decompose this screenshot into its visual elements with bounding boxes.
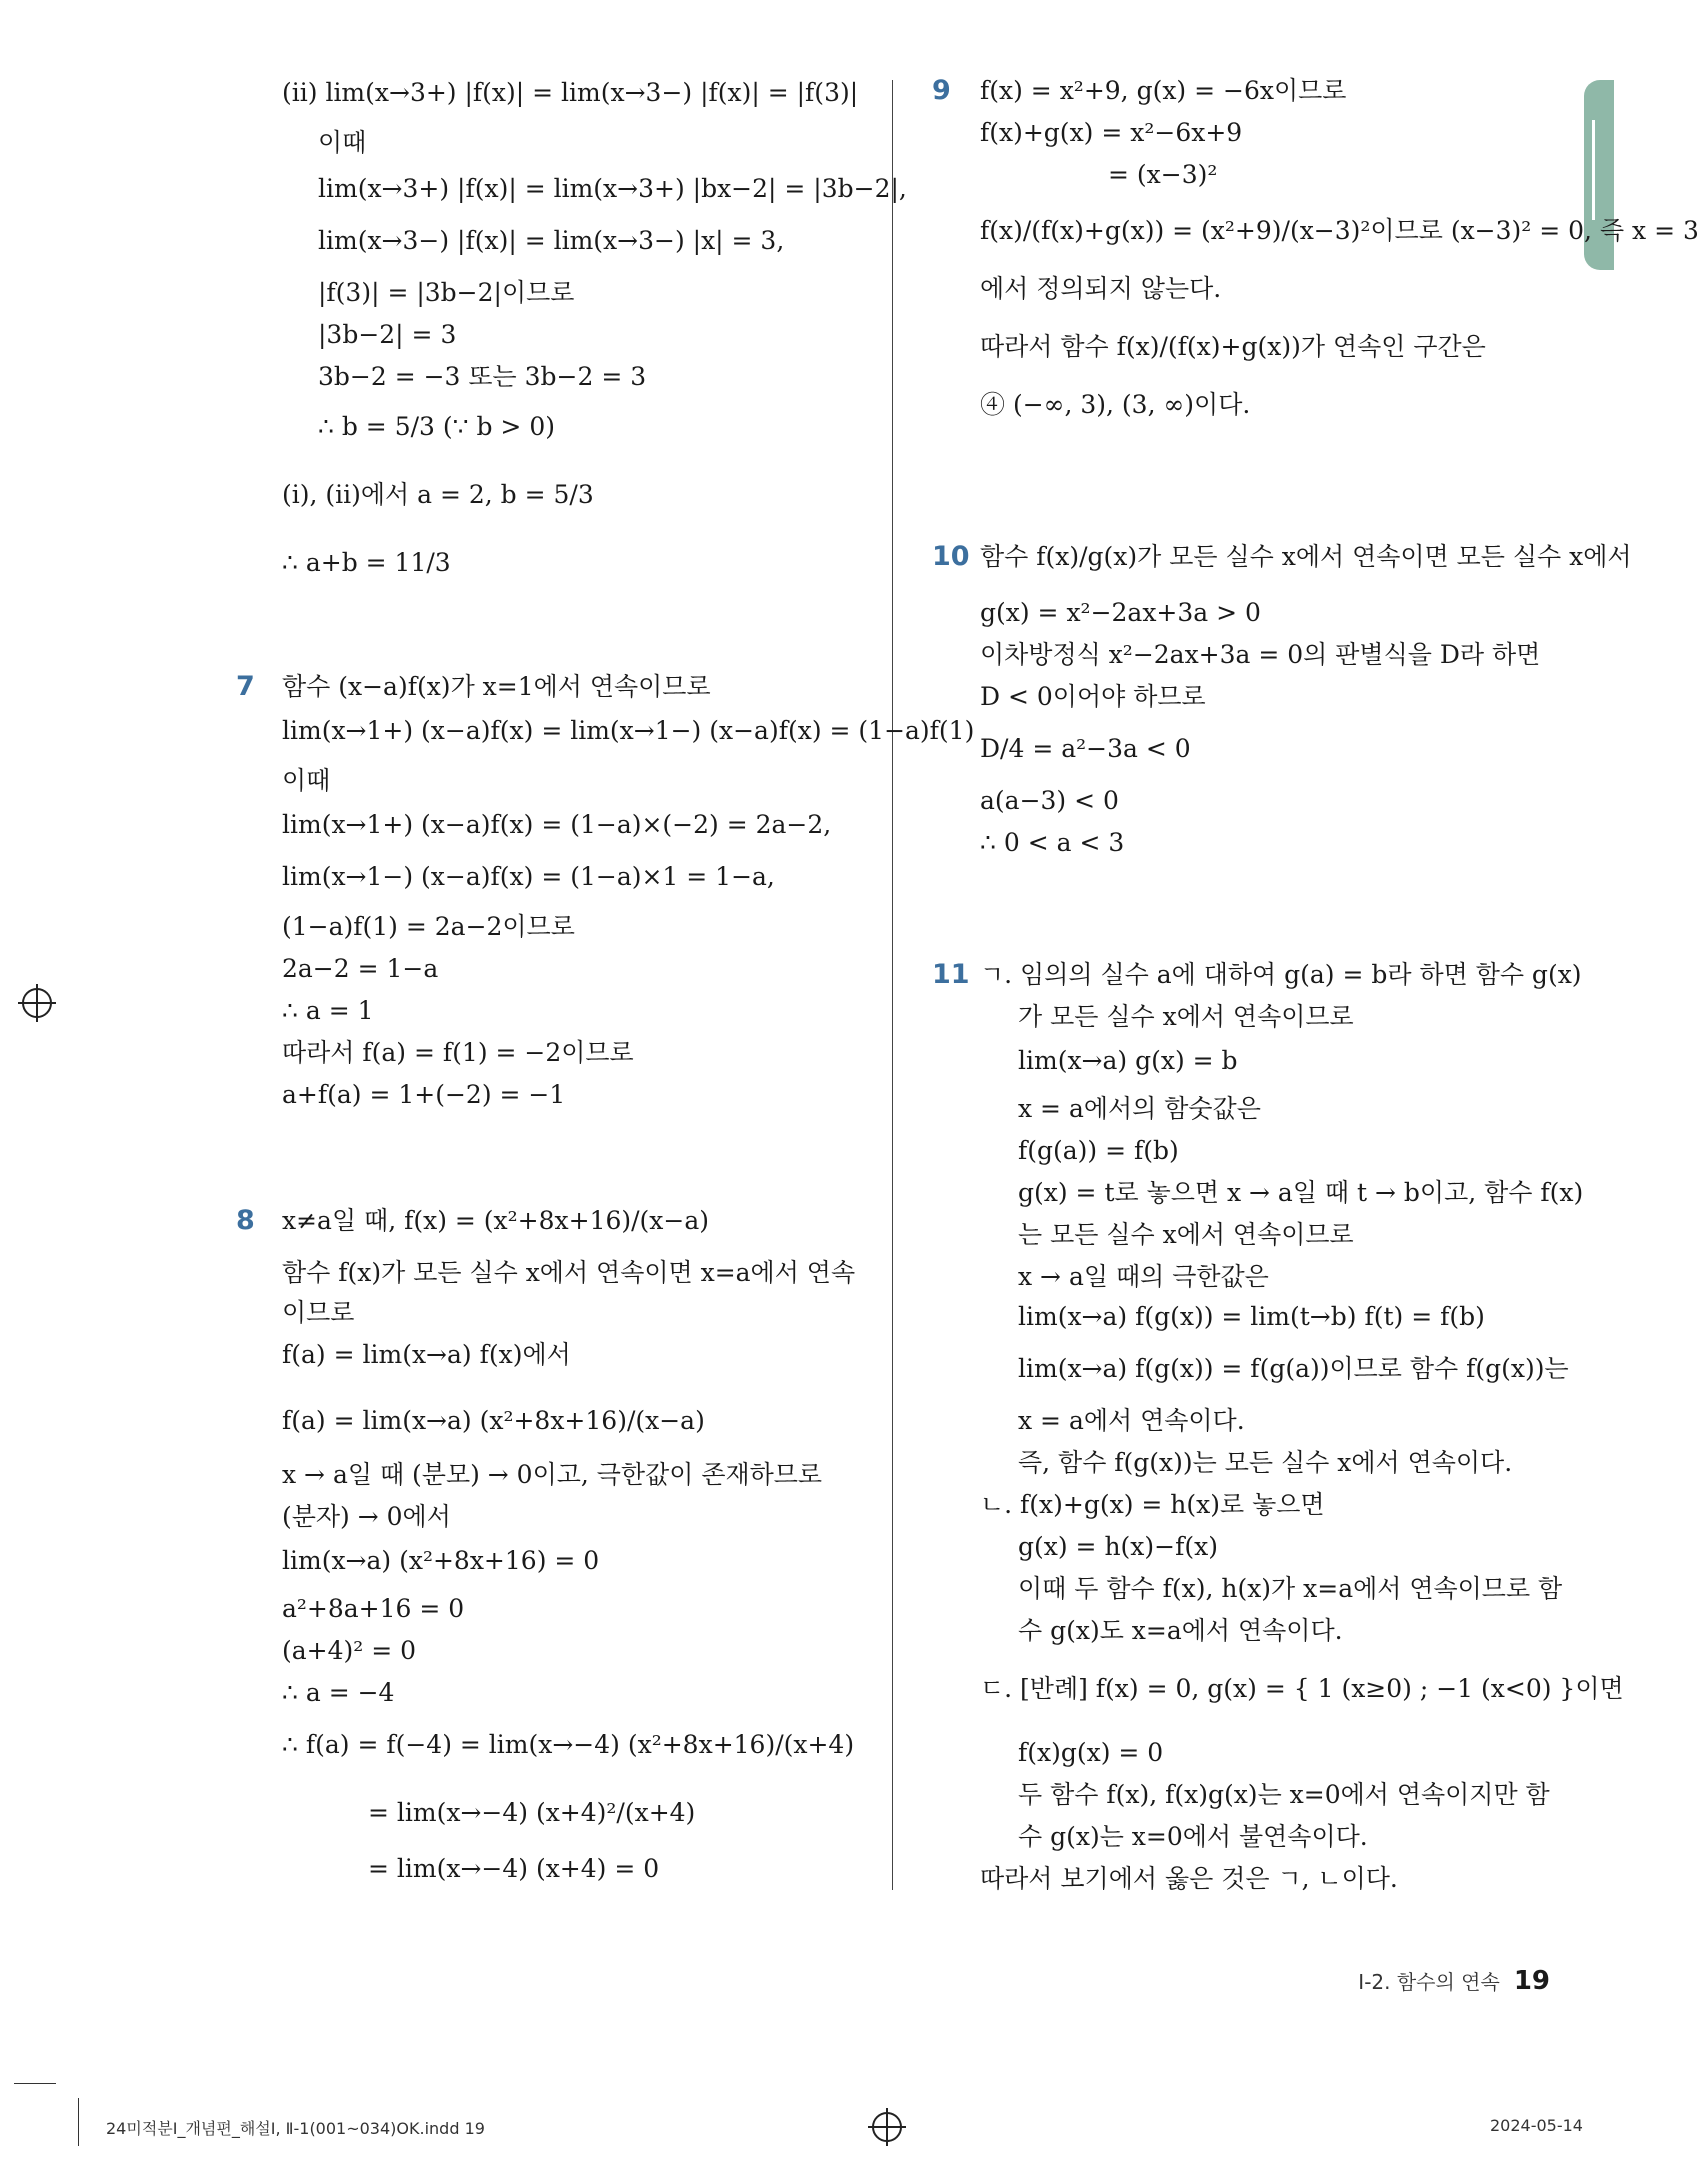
print-slug-bar [78, 2098, 79, 2146]
text-line: |3b−2| = 3 [318, 320, 457, 349]
text-line: lim(x→a) f(g(x)) = lim(t→b) f(t) = f(b) [1018, 1302, 1485, 1331]
registration-mark-icon [22, 988, 52, 1018]
text-line: x → a일 때 (분모) → 0이고, 극한값이 존재하므로 [282, 1460, 823, 1489]
text-line: a+f(a) = 1+(−2) = −1 [282, 1080, 566, 1109]
text-line: f(a) = lim(x→a) (x²+8x+16)/(x−a) [282, 1406, 705, 1435]
text-line: a²+8a+16 = 0 [282, 1594, 465, 1623]
problem-number: 9 [932, 75, 951, 106]
problem-number: 8 [236, 1205, 255, 1236]
text-line: g(x) = x²−2ax+3a > 0 [980, 598, 1261, 627]
text-line: 가 모든 실수 x에서 연속이므로 [1018, 1002, 1354, 1031]
text-line: (a+4)² = 0 [282, 1636, 417, 1665]
text-line: 함수 (x−a)f(x)가 x=1에서 연속이므로 [282, 672, 711, 701]
text-line: lim(x→a) f(g(x)) = f(g(a))이므로 함수 f(g(x))는 [1018, 1354, 1569, 1383]
text-line: lim(x→a) g(x) = b [1018, 1046, 1238, 1075]
text-line: g(x) = t로 놓으면 x → a일 때 t → b이고, 함수 f(x) [1018, 1178, 1584, 1207]
text-line: 는 모든 실수 x에서 연속이므로 [1018, 1220, 1354, 1249]
text-line: (분자) → 0에서 [282, 1502, 451, 1531]
text-line: ∴ b = 5/3 (∵ b > 0) [318, 412, 555, 441]
text-line: (1−a)f(1) = 2a−2이므로 [282, 912, 575, 941]
text-line: f(x)/(f(x)+g(x)) = (x²+9)/(x−3)²이므로 (x−3)² = 0, 즉 x = 3 [980, 216, 1699, 245]
text-line: 이때 두 함수 f(x), h(x)가 x=a에서 연속이므로 함 [1018, 1574, 1563, 1603]
text-line: f(x)g(x) = 0 [1018, 1738, 1164, 1767]
text-line: 3b−2 = −3 또는 3b−2 = 3 [318, 362, 647, 391]
text-line: ㄱ. 임의의 실수 a에 대하여 g(a) = b라 하면 함수 g(x) [980, 960, 1582, 989]
page-number: 19 [1513, 1966, 1550, 1996]
text-line: f(g(a)) = f(b) [1018, 1136, 1179, 1165]
text-line: 이차방정식 x²−2ax+3a = 0의 판별식을 D라 하면 [980, 640, 1541, 669]
text-line: (ⅰ), (ⅱ)에서 a = 2, b = 5/3 [282, 480, 594, 509]
chapter-tab-mark [1592, 120, 1599, 220]
text-line: x = a에서 연속이다. [1018, 1406, 1245, 1435]
text-line: 따라서 함수 f(x)/(f(x)+g(x))가 연속인 구간은 [980, 332, 1486, 361]
text-line: 따라서 보기에서 옳은 것은 ㄱ, ㄴ이다. [980, 1864, 1398, 1893]
text-line: lim(x→1+) (x−a)f(x) = (1−a)×(−2) = 2a−2, [282, 810, 832, 839]
text-line: 이때 [318, 128, 367, 157]
text-line: 즉, 함수 f(g(x))는 모든 실수 x에서 연속이다. [1018, 1448, 1513, 1477]
text-line: f(x) = x²+9, g(x) = −6x이므로 [980, 76, 1347, 105]
text-line: ㄴ. f(x)+g(x) = h(x)로 놓으면 [980, 1490, 1325, 1519]
text-line: f(x)+g(x) = x²−6x+9 [980, 118, 1243, 147]
problem-number: 11 [932, 959, 970, 990]
text-line: |f(3)| = |3b−2|이므로 [318, 278, 575, 307]
text-line: lim(x→3+) |f(x)| = lim(x→3+) |bx−2| = |3b−2|, [318, 174, 907, 203]
text-line: a(a−3) < 0 [980, 786, 1119, 815]
text-line: ∴ a = 1 [282, 996, 374, 1025]
print-file-name: 24미적분Ⅰ_개념편_해설Ⅰ, Ⅱ-1(001~034)OK.indd 19 [106, 2119, 485, 2138]
text-line: 2a−2 = 1−a [282, 954, 439, 983]
problem-number: 7 [236, 671, 255, 702]
crop-mark [14, 2083, 56, 2084]
text-line: ∴ f(a) = f(−4) = lim(x→−4) (x²+8x+16)/(x+4) [282, 1730, 855, 1759]
text-line: x≠a일 때, f(x) = (x²+8x+16)/(x−a) [282, 1206, 710, 1235]
text-line: lim(x→3−) |f(x)| = lim(x→3−) |x| = 3, [318, 226, 785, 255]
print-date: 2024-05-14 [1490, 2116, 1583, 2135]
text-line: ④ (−∞, 3), (3, ∞)이다. [980, 390, 1251, 419]
text-line: D < 0이어야 하므로 [980, 682, 1206, 711]
text-line: 함수 f(x)/g(x)가 모든 실수 x에서 연속이면 모든 실수 x에서 [980, 542, 1632, 571]
text-line: lim(x→a) (x²+8x+16) = 0 [282, 1546, 600, 1575]
text-line: x → a일 때의 극한값은 [1018, 1262, 1269, 1291]
text-line: ∴ 0 < a < 3 [980, 828, 1125, 857]
text-line: 이때 [282, 766, 331, 795]
text-line: lim(x→1+) (x−a)f(x) = lim(x→1−) (x−a)f(x) = (1−a)f(1) [282, 716, 975, 745]
page-footer [1358, 1966, 1550, 1996]
text-line: 수 g(x)는 x=0에서 불연속이다. [1018, 1822, 1368, 1851]
column-divider [892, 80, 893, 1890]
text-line: x = a에서의 함숫값은 [1018, 1094, 1261, 1123]
text-line: ∴ a = −4 [282, 1678, 395, 1707]
text-line: ∴ a+b = 11/3 [282, 548, 451, 577]
problem-number: 10 [932, 541, 970, 572]
text-line: (ⅱ) lim(x→3+) |f(x)| = lim(x→3−) |f(x)| = |f(3)| [282, 78, 859, 107]
text-line: f(a) = lim(x→a) f(x)에서 [282, 1340, 571, 1369]
text-line: ㄷ. [반례] f(x) = 0, g(x) = { 1 (x≥0) ; −1 (x<0) }이면 [980, 1674, 1624, 1703]
text-line: 두 함수 f(x), f(x)g(x)는 x=0에서 연속이지만 함 [1018, 1780, 1550, 1809]
text-line: = lim(x→−4) (x+4)²/(x+4) [368, 1798, 696, 1827]
text-line: 이므로 [282, 1298, 355, 1327]
text-line: = lim(x→−4) (x+4) = 0 [368, 1854, 660, 1883]
text-line: g(x) = h(x)−f(x) [1018, 1532, 1218, 1561]
text-line: D/4 = a²−3a < 0 [980, 734, 1191, 763]
registration-mark-icon [872, 2112, 902, 2142]
text-line: 수 g(x)도 x=a에서 연속이다. [1018, 1616, 1343, 1645]
text-line: 에서 정의되지 않는다. [980, 274, 1222, 303]
text-line: = (x−3)² [1108, 160, 1218, 189]
text-line: lim(x→1−) (x−a)f(x) = (1−a)×1 = 1−a, [282, 862, 775, 891]
text-line: 함수 f(x)가 모든 실수 x에서 연속이면 x=a에서 연속 [282, 1258, 856, 1287]
text-line: 따라서 f(a) = f(1) = −2이므로 [282, 1038, 634, 1067]
section-title: Ⅰ-2. 함수의 연속 [1358, 1970, 1500, 1994]
